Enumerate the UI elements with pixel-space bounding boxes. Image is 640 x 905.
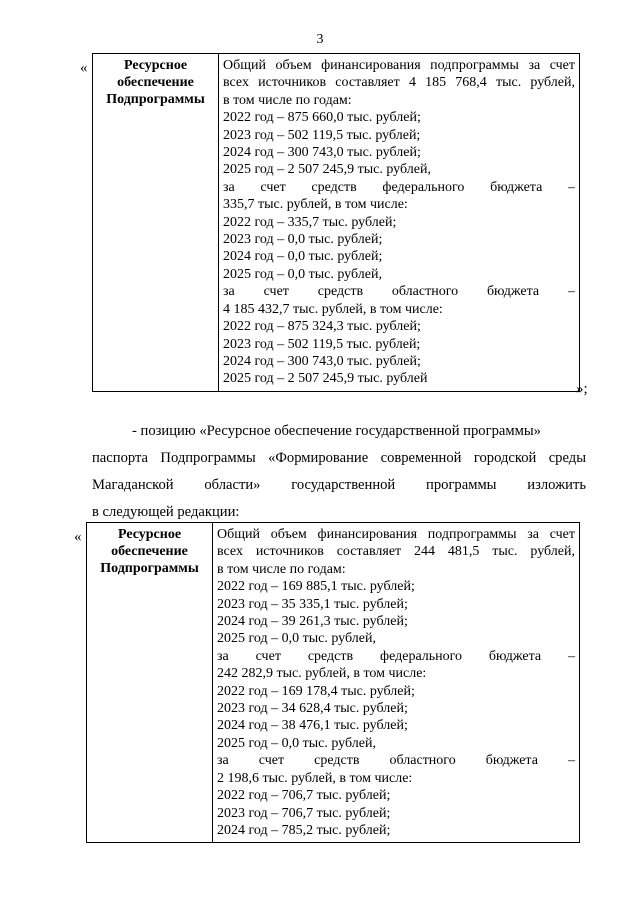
content-line: 2022 год – 875 324,3 тыс. рублей; <box>223 319 421 335</box>
amendment-paragraph <box>92 418 586 526</box>
content-line: 2023 год – 502 119,5 тыс. рублей; <box>223 336 421 352</box>
paragraph-line: паспорта Подпрограммы «Формирование современной городской среды <box>92 450 586 466</box>
page-number: 3 <box>316 32 324 47</box>
content-line: всех источников составляет 244 481,5 тыс. рублей, <box>217 544 575 560</box>
content-line: 2022 год – 335,7 тыс. рублей; <box>223 214 397 230</box>
paragraph-line: в следующей редакции: <box>92 504 240 520</box>
content-line: за счет средств федерального бюджета – <box>217 648 575 664</box>
content-line: 2025 год – 0,0 тыс. рублей, <box>217 631 376 647</box>
opening-quote: « <box>74 529 82 545</box>
row-header-line: обеспечение <box>111 544 188 559</box>
content-line: 242 282,9 тыс. рублей, в том числе: <box>217 666 427 682</box>
resource-table-old <box>92 53 580 392</box>
row-header-line: Ресурсное <box>123 58 188 73</box>
row-header-cell <box>93 54 219 392</box>
row-content-cell <box>213 523 580 843</box>
content-line: 2024 год – 0,0 тыс. рублей; <box>223 249 383 265</box>
content-line: в том числе по годам: <box>223 92 352 108</box>
closing-quote: »; <box>576 381 588 397</box>
content-line: 2025 год – 2 507 245,9 тыс. рублей <box>223 371 428 387</box>
content-line: всех источников составляет 4 185 768,4 тыс. рублей, <box>223 75 575 91</box>
row-header-line: Ресурсное <box>117 527 182 542</box>
content-line: 2024 год – 38 476,1 тыс. рублей; <box>217 718 408 734</box>
content-line: 2025 год – 0,0 тыс. рублей, <box>223 266 382 282</box>
row-header-line: Подпрограммы <box>106 92 205 107</box>
content-line: 4 185 432,7 тыс. рублей, в том числе: <box>223 301 443 317</box>
content-line: 2022 год – 169 885,1 тыс. рублей; <box>217 579 415 595</box>
row-header-cell <box>87 523 213 843</box>
content-line: за счет средств федерального бюджета – <box>223 179 575 195</box>
content-line: 2024 год – 300 743,0 тыс. рублей; <box>223 145 421 161</box>
content-line: 2022 год – 706,7 тыс. рублей; <box>217 788 391 804</box>
content-line: 2024 год – 785,2 тыс. рублей; <box>217 822 391 838</box>
content-line: 2023 год – 0,0 тыс. рублей; <box>223 232 383 248</box>
content-line: 2023 год – 34 628,4 тыс. рублей; <box>217 701 408 717</box>
row-content-cell <box>219 54 580 392</box>
content-line: за счет средств областного бюджета – <box>217 753 575 769</box>
content-line: в том числе по годам: <box>217 561 346 577</box>
content-line: 2025 год – 2 507 245,9 тыс. рублей, <box>223 162 431 178</box>
content-line: 2023 год – 35 335,1 тыс. рублей; <box>217 596 408 612</box>
row-header-line: обеспечение <box>117 75 194 90</box>
content-line: Общий объем финансирования подпрограммы за счет <box>223 58 575 73</box>
paragraph-line: Магаданской области» государственной программы изложить <box>92 477 586 493</box>
content-line: 2 198,6 тыс. рублей, в том числе: <box>217 770 413 786</box>
paragraph-line: - позицию «Ресурсное обеспечение государственной программы» <box>132 423 541 439</box>
content-line: Общий объем финансирования подпрограммы за счет <box>217 527 575 542</box>
content-line: 335,7 тыс. рублей, в том числе: <box>223 197 408 213</box>
content-line: 2024 год – 300 743,0 тыс. рублей; <box>223 353 421 369</box>
resource-table-new <box>86 522 580 843</box>
content-line: 2023 год – 706,7 тыс. рублей; <box>217 805 391 821</box>
content-line: за счет средств областного бюджета – <box>223 284 575 300</box>
content-line: 2022 год – 875 660,0 тыс. рублей; <box>223 110 421 126</box>
row-header-line: Подпрограммы <box>100 561 199 576</box>
opening-quote: « <box>80 60 88 76</box>
content-line: 2025 год – 0,0 тыс. рублей, <box>217 735 376 751</box>
content-line: 2022 год – 169 178,4 тыс. рублей; <box>217 683 415 699</box>
content-line: 2024 год – 39 261,3 тыс. рублей; <box>217 614 408 630</box>
content-line: 2023 год – 502 119,5 тыс. рублей; <box>223 127 421 143</box>
